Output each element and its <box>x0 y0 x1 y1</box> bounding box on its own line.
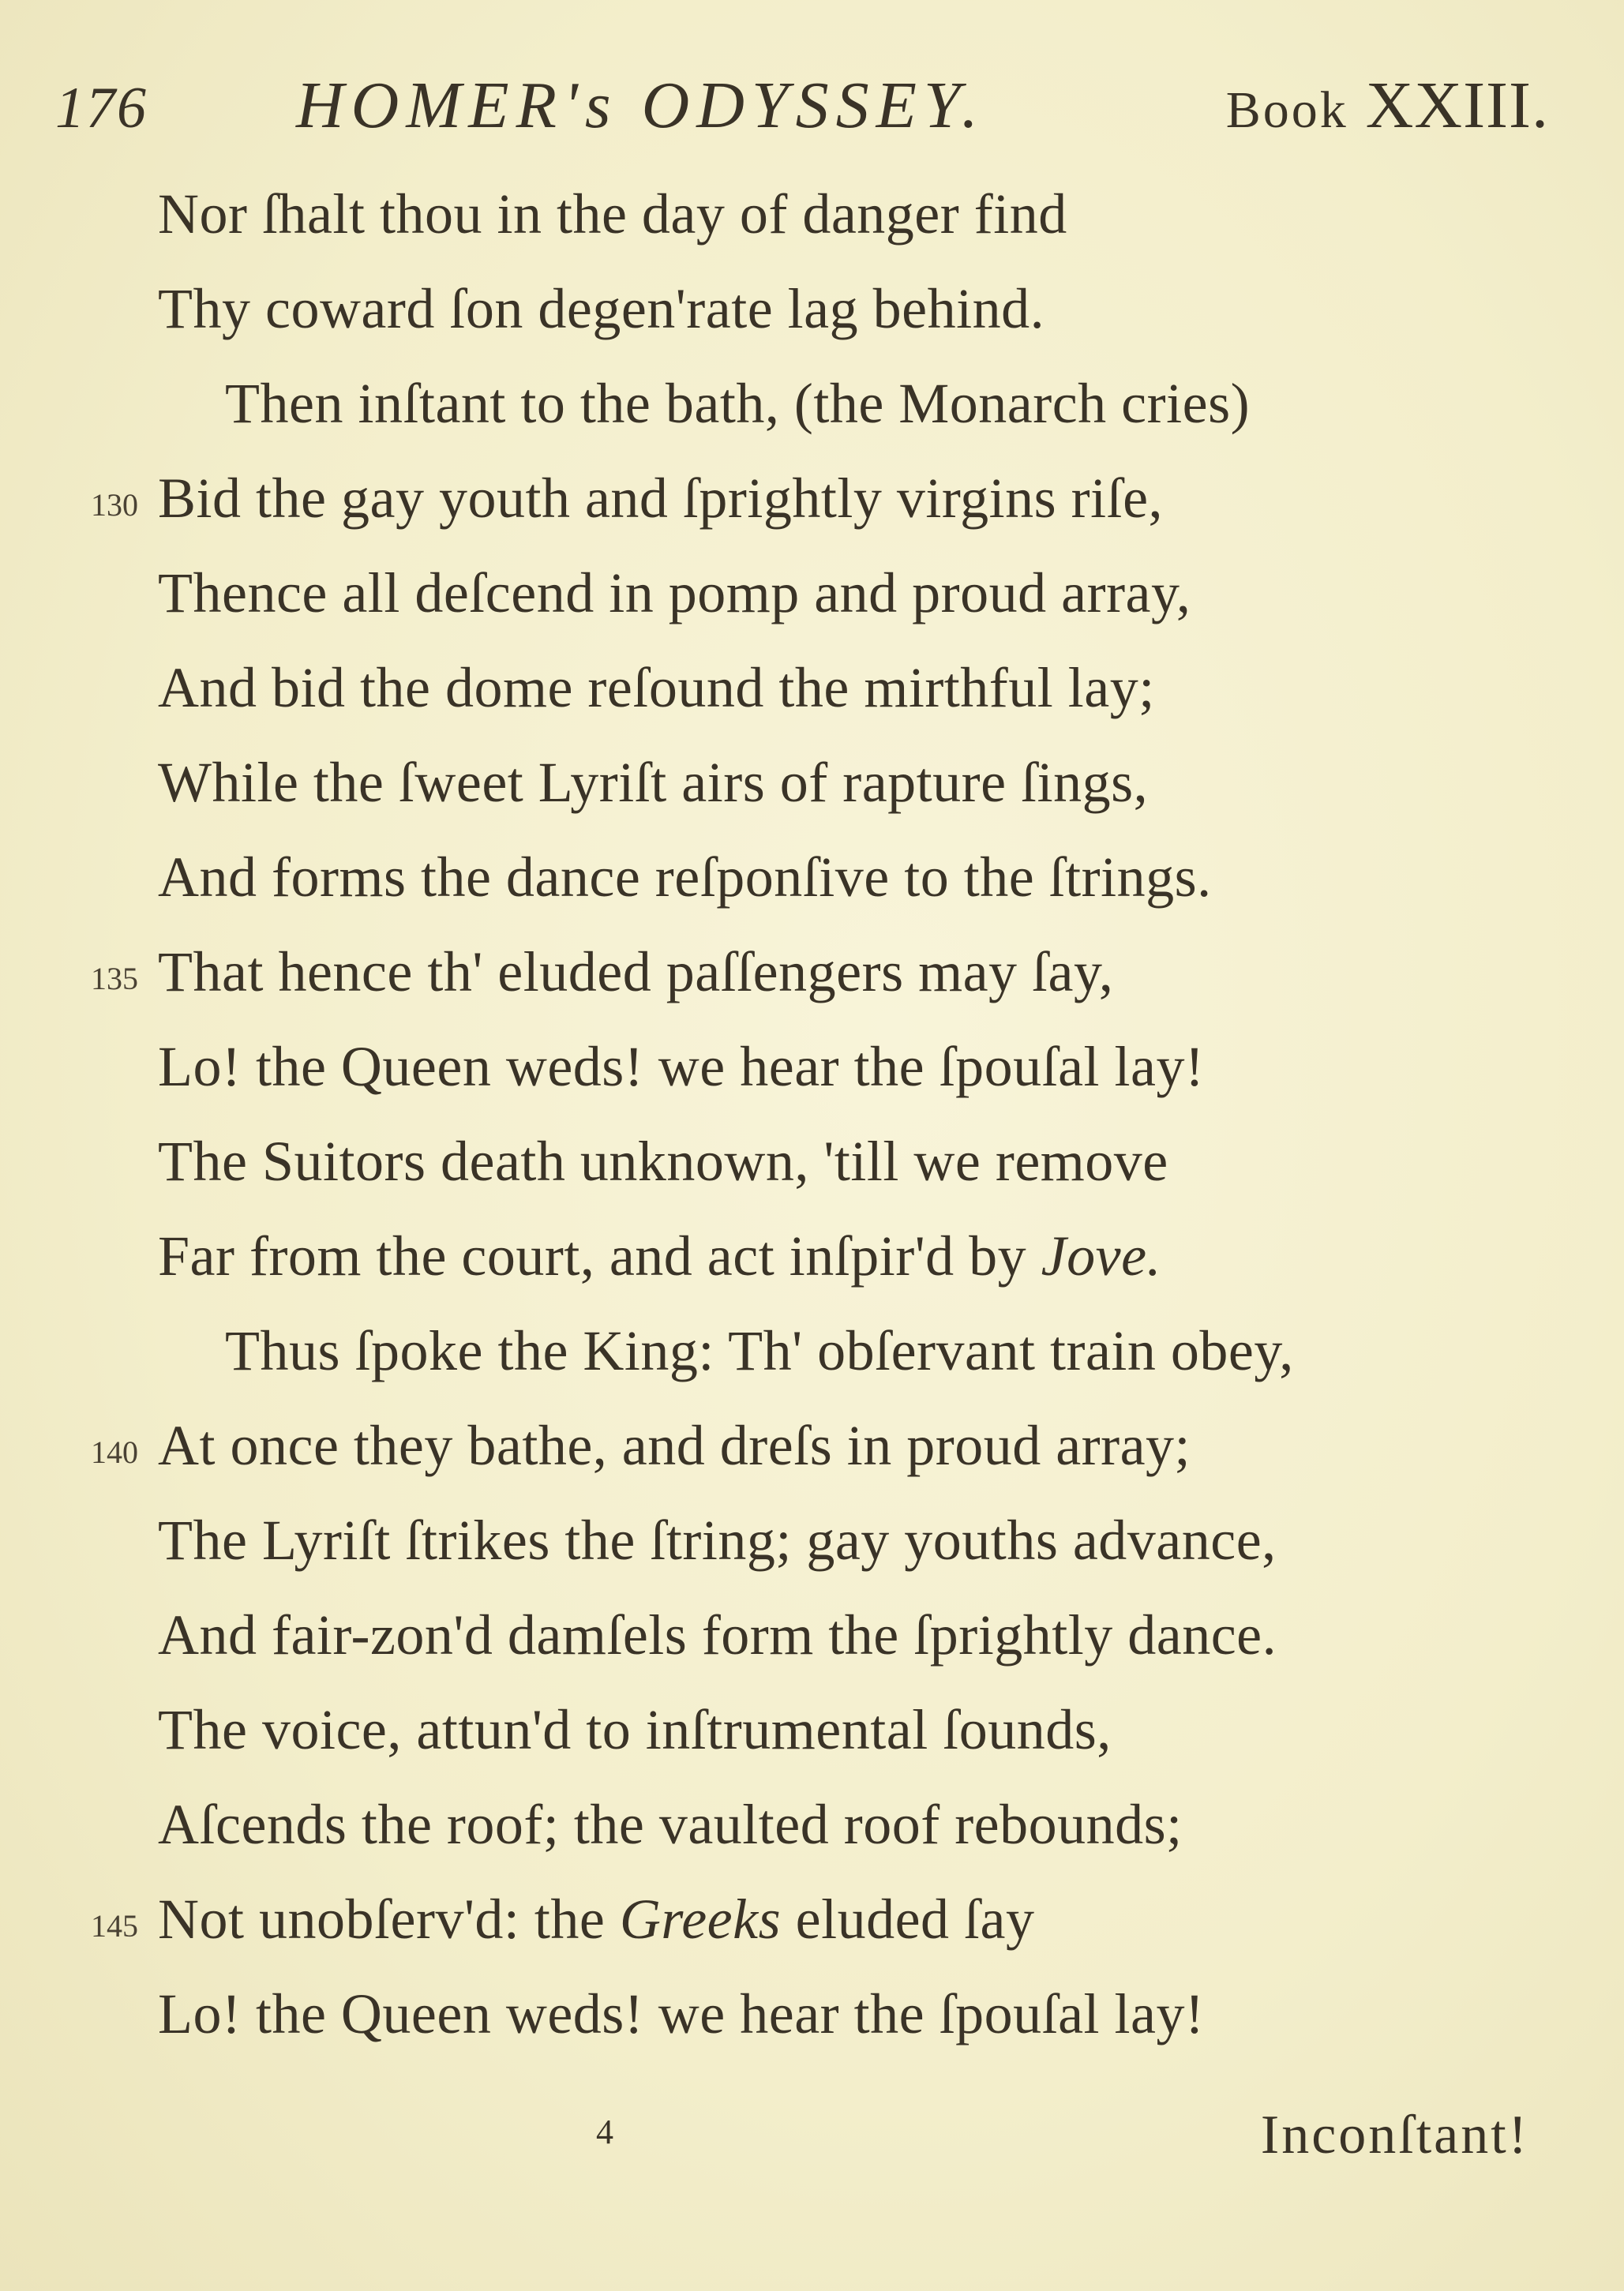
verse-line <box>158 182 1067 275</box>
verse-line <box>225 371 1250 464</box>
catchword: Inconſtant! <box>1260 2105 1529 2165</box>
verse-line <box>158 1508 1277 1601</box>
verse-text: Not unobſerv'd: the <box>158 1888 606 1951</box>
page-number: 176 <box>55 76 148 141</box>
verse-line <box>158 939 1113 1033</box>
verse-text: That hence th' eluded paſſengers may ſay, <box>158 940 1114 1003</box>
page-footer <box>0 2104 1624 2191</box>
verse-line <box>225 1318 1294 1412</box>
verse-italic: Greeks <box>619 1888 782 1951</box>
verse-text: At once they bathe, and dreſs in proud array; <box>158 1414 1191 1477</box>
verse-text: Nor ſhalt thou in the day of danger find <box>158 182 1067 246</box>
verse-text: Thence all deſcend in pomp and proud array, <box>158 561 1191 624</box>
line-number: 130 <box>91 487 138 523</box>
verse-text: Then inſtant to the bath, (the Monarch cries) <box>225 372 1251 435</box>
verse-line <box>158 1413 1191 1506</box>
verse-line <box>158 1034 1205 1127</box>
book-number: XXIII. <box>1365 69 1549 142</box>
line-number: 135 <box>91 961 138 996</box>
verse-text: Far from the court, and act inſpir'd by <box>158 1224 1027 1288</box>
verse-line <box>158 845 1212 938</box>
verse-italic: Jove. <box>1041 1224 1162 1288</box>
verse-text: The voice, attun'd to inſtrumental ſounds, <box>158 1698 1112 1761</box>
book-indicator <box>1226 67 1549 144</box>
verse-text: Lo! the Queen weds! we hear the ſpouſal lay! <box>158 1982 1205 2045</box>
verse-text: Lo! the Queen weds! we hear the ſpouſal lay! <box>158 1035 1205 1098</box>
verse-line <box>158 466 1163 559</box>
verse-text: Bid the gay youth and ſprightly virgins riſe, <box>158 467 1164 530</box>
verse-text: While the ſweet Lyriſt airs of rapture ſings, <box>158 751 1149 814</box>
book-label: Book <box>1225 81 1348 139</box>
verse-text: And forms the dance reſponſive to the ſtrings. <box>158 846 1212 909</box>
verse-line <box>158 1887 1035 1980</box>
verse-text: Thy coward ſon degen'rate lag behind. <box>158 277 1045 340</box>
verse-text-after: eluded ſay <box>795 1888 1035 1951</box>
signature-mark: 4 <box>596 2113 613 2151</box>
running-title: HOMER's ODYSSEY. <box>296 69 985 142</box>
verse-line <box>158 655 1155 748</box>
verse-line <box>158 1792 1183 1885</box>
verse-line <box>158 1982 1205 2075</box>
verse-line <box>158 1224 1161 1317</box>
line-number: 145 <box>91 1908 138 1944</box>
verse-text: The Suitors death unknown, 'till we remove <box>158 1130 1168 1193</box>
verse-line <box>158 1129 1168 1222</box>
verse-text: And bid the dome reſound the mirthful lay; <box>158 656 1155 719</box>
verse-text: Thus ſpoke the King: Th' obſervant train obey, <box>225 1319 1294 1382</box>
running-header <box>55 67 1549 162</box>
verse-text: Aſcends the roof; the vaulted roof rebounds; <box>158 1793 1183 1856</box>
verse-text: And fair-zon'd damſels form the ſprightly dance. <box>158 1603 1277 1667</box>
verse-line <box>158 1697 1112 1790</box>
verse-line <box>158 1603 1277 1696</box>
line-number: 140 <box>91 1434 138 1470</box>
verse-line <box>158 276 1045 369</box>
verse-text: The Lyriſt ſtrikes the ſtring; gay youths advance, <box>158 1509 1277 1572</box>
verse-line <box>158 750 1148 843</box>
verse-line <box>158 561 1191 654</box>
